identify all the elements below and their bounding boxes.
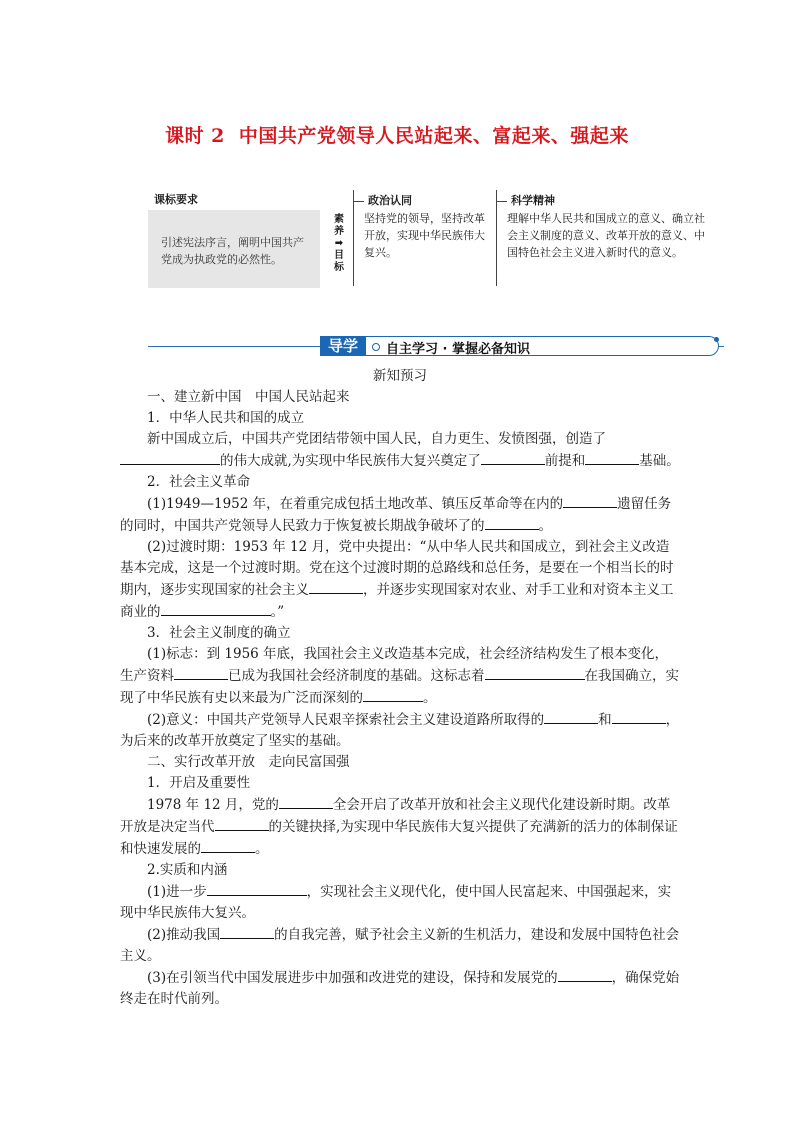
subheading: 1．开启及重要性: [147, 775, 251, 791]
paragraph: [120, 537, 680, 623]
text-run: 的关键抉择,为实现中华民族伟大复兴提供了充满新的活力的体制保证和快速发展的: [120, 819, 678, 857]
text-run: 。”: [270, 604, 285, 620]
paragraph: [120, 429, 680, 472]
text-run: (3)在引领当代中国发展进步中加强和改进党的建设，保持和发展党的: [147, 970, 558, 986]
goal-column-scientific-spirit: [496, 190, 707, 286]
curriculum-standards-panel: [148, 190, 708, 290]
fill-blank[interactable]: [201, 838, 255, 853]
text-run: 全会开启了改革开放和社会主义现代化建设新时期。改革开放是决定当代: [120, 797, 671, 835]
text-run: 和: [598, 712, 612, 728]
text-run: (2)过渡时期：1953 年 12 月，党中央提出：“从中华人民共和国成立，到社会主义改造基本完成，这是一个过渡时期。党在这个过渡时期的总路线和总任务，是要在一个相当长的时期内，逐步实现国家的社会主义: [120, 539, 674, 598]
subheading: 3．社会主义制度的确立: [147, 625, 291, 641]
paragraph: [120, 794, 680, 860]
goal-heading: [497, 192, 555, 208]
fill-blank[interactable]: [279, 794, 333, 809]
bullet-line-icon: [354, 201, 364, 202]
text-run: 。: [423, 690, 437, 706]
goal-heading-text: 政治认同: [368, 194, 412, 207]
fill-blank[interactable]: [207, 881, 307, 896]
subheading: 2.实质和内涵: [147, 862, 228, 878]
subheading: 1．中华人民共和国的成立: [147, 410, 305, 426]
fill-blank[interactable]: [120, 450, 220, 465]
fill-blank[interactable]: [558, 967, 612, 982]
text-run: 新中国成立后，中国共产党团结带领中国人民，自力更生、发愤图强，创造了: [147, 431, 606, 447]
fill-blank[interactable]: [612, 709, 666, 724]
fill-blank[interactable]: [161, 601, 271, 616]
text-run: 的自我完善，赋予社会主义新的生机活力，建设和发展中国特色社会主义。: [120, 927, 680, 964]
text-run: (2)意义：中国共产党领导人民艰辛探索社会主义建设道路所取得的: [147, 712, 545, 728]
fill-blank[interactable]: [309, 579, 363, 594]
lesson-number: 课时 2: [165, 125, 225, 147]
fill-blank[interactable]: [481, 450, 545, 465]
text-run: (1)1949—1952 年，在着重完成包括土地改革、镇压反革命等在内的: [147, 496, 564, 512]
fill-blank[interactable]: [485, 665, 585, 680]
paragraph: [120, 924, 680, 967]
text-run: ，实现社会主义现代化，使中国人民富起来、中国强起来，实现中华民族伟大复兴。: [120, 884, 672, 921]
text-run: 遗留任务的同时，中国共产党领导人民致力于恢复被长期战争破坏了的: [120, 496, 672, 534]
text-run: ，并逐步实现国家对农业、对手工业和对资本主义工商业的: [120, 582, 674, 620]
text-run: 的伟大成就,为实现中华民族伟大复兴奠定了: [220, 453, 481, 469]
fill-blank[interactable]: [174, 665, 228, 680]
text-run: (1)进一步: [147, 884, 207, 900]
section-title: 新知预习: [373, 368, 427, 384]
text-run: (1)标志：到 1956 年底，我国社会主义改造基本完成，社会经济结构发生了根本变化，生产资料: [120, 646, 669, 684]
banner-badge: 导学: [320, 336, 366, 356]
fill-blank[interactable]: [220, 924, 274, 939]
goal-column-political-identity: [353, 190, 494, 286]
lesson-title: 中国共产党领导人民站起来、富起来、强起来: [238, 125, 629, 147]
fill-blank[interactable]: [544, 709, 598, 724]
paragraph: [120, 709, 680, 752]
banner-pill: [366, 336, 719, 356]
text-run: 在我国确立，实现了中华民族有史以来最为广泛而深刻的: [120, 668, 679, 706]
goal-body: 理解中华人民共和国成立的意义、确立社会主义制度的意义、改革开放的意义、中国特色社会主义进入新时代的意义。: [507, 212, 705, 259]
text-run: 已成为我国社会经济制度的基础。这标志着: [228, 668, 485, 684]
text-run: 。: [538, 518, 552, 534]
arrow-right-icon: ➡: [334, 238, 344, 249]
paragraph: [120, 493, 680, 537]
dot-icon: [714, 337, 719, 342]
bullet-line-icon: [497, 201, 507, 202]
heading-1: 一、建立新中国 中国人民站起来: [147, 389, 350, 405]
standards-label: 课标要求: [154, 193, 198, 206]
text-run: 。: [255, 841, 269, 857]
fill-blank[interactable]: [215, 816, 269, 831]
fill-blank[interactable]: [363, 687, 423, 702]
heading-2: 二、实行改革开放 走向民富国强: [147, 754, 350, 770]
standards-text: 引述宪法序言，阐明中国共产党成为执政党的必然性。: [161, 236, 304, 266]
text-run: 1978 年 12 月，党的: [147, 797, 279, 813]
goal-body: 坚持党的领导，坚持改革开放，实现中华民族伟大复兴。: [364, 212, 485, 259]
fill-blank[interactable]: [485, 515, 539, 530]
paragraph: [120, 881, 680, 924]
fill-blank[interactable]: [585, 450, 639, 465]
paragraph: [120, 644, 680, 709]
circle-icon: [372, 343, 380, 351]
paragraph: [120, 967, 680, 1010]
subheading: 2．社会主义革命: [147, 474, 251, 490]
page-title: [0, 121, 794, 148]
tag-bottom: 目标: [334, 250, 344, 273]
text-run: ，确保党始终走在时代前列。: [120, 970, 680, 1007]
fill-blank[interactable]: [563, 493, 617, 508]
text-run: 基础。: [639, 453, 680, 469]
tag-top: 素养: [334, 214, 344, 237]
goal-heading-text: 科学精神: [511, 194, 555, 207]
section-banner: [148, 334, 724, 358]
text-run: 前提和: [544, 453, 586, 469]
text-run: ，为后来的改革开放奠定了坚实的基础。: [120, 712, 680, 749]
text-run: (2)推动我国: [147, 927, 221, 943]
banner-text: 自主学习 · 掌握必备知识: [386, 342, 530, 357]
goal-heading: [354, 192, 412, 208]
competency-goal-tag: [331, 214, 347, 274]
study-content: [120, 366, 680, 1010]
